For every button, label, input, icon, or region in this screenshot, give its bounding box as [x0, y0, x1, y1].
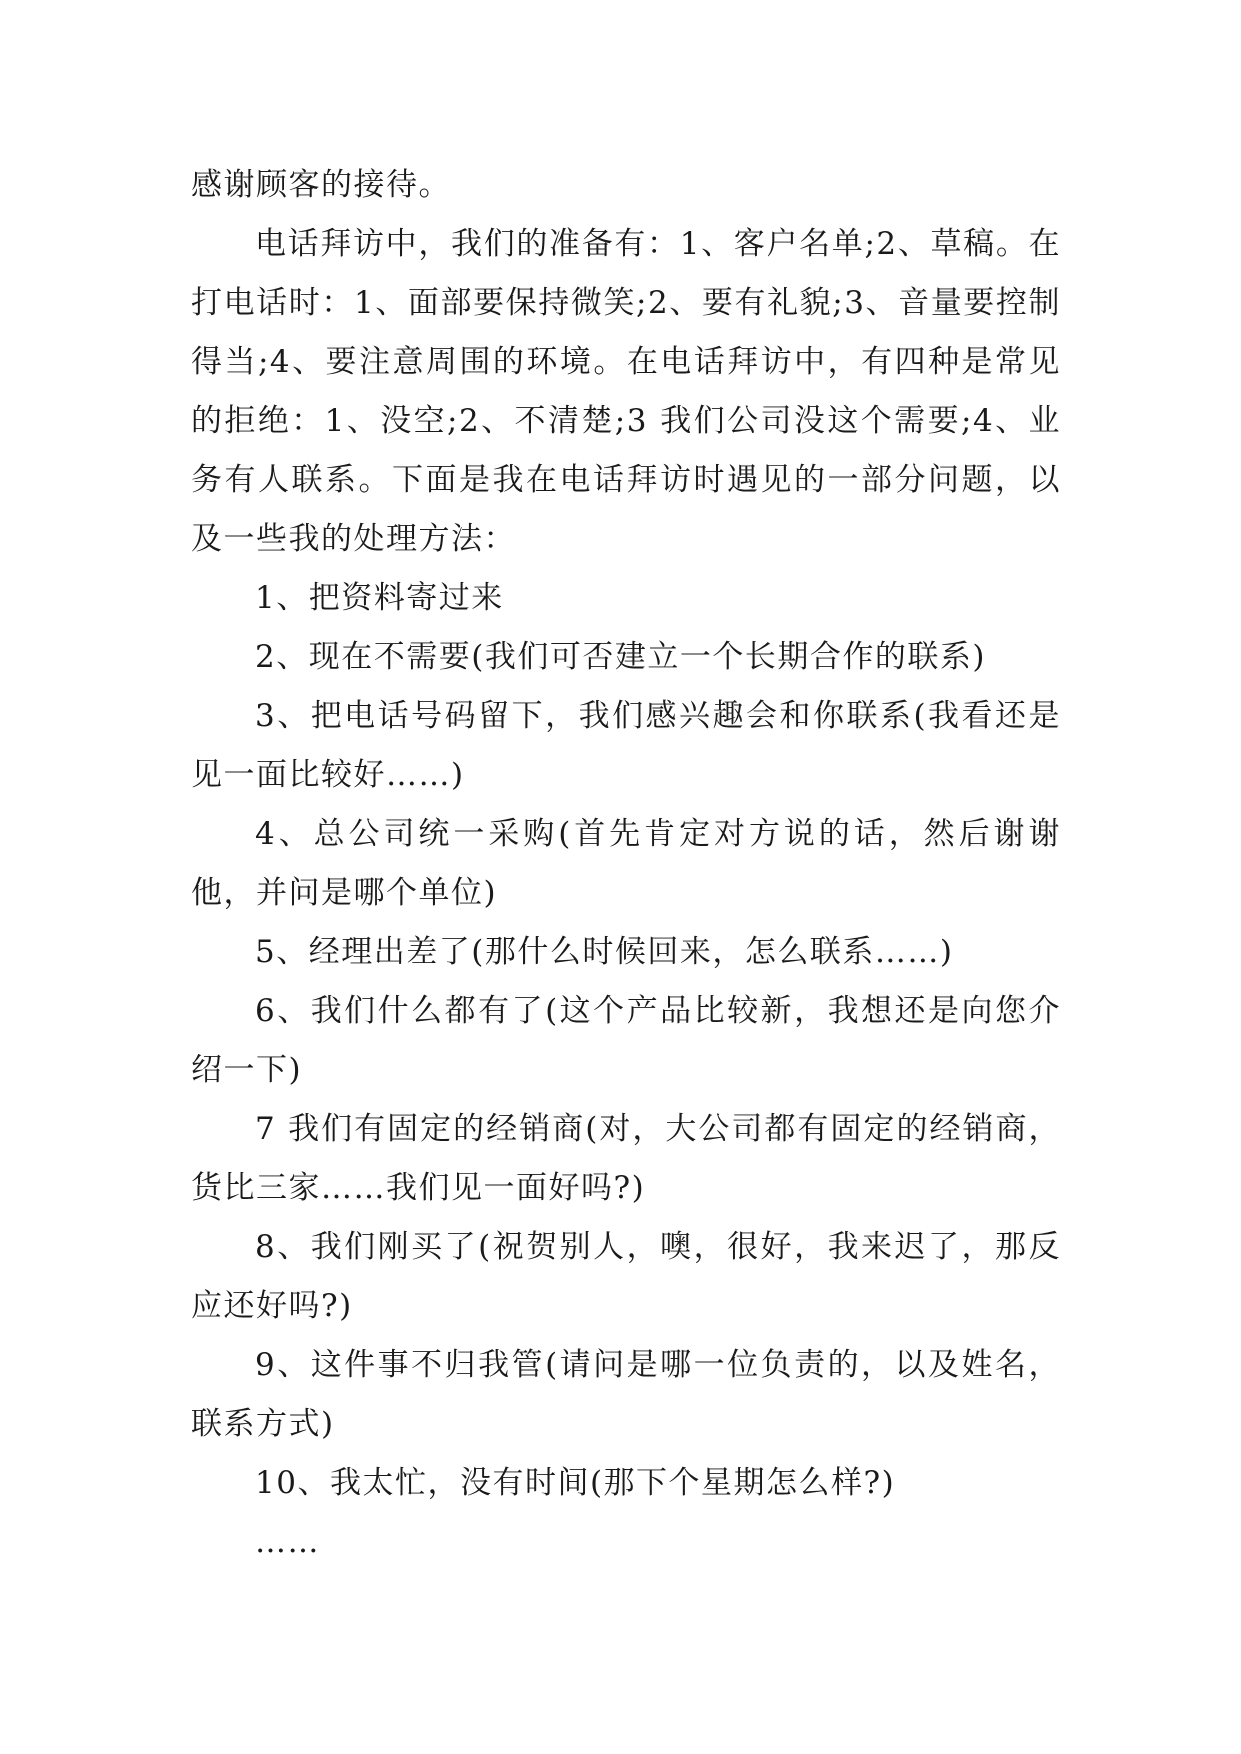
list-item-4: 4、总公司统一采购(首先肯定对方说的话，然后谢谢他，并问是哪个单位) [191, 816, 1061, 911]
list-item-2: 2、现在不需要(我们可否建立一个长期合作的联系) [255, 639, 986, 675]
list-item-10: 10、我太忙，没有时间(那下个星期怎么样?) [255, 1465, 896, 1501]
list-item-6: 6、我们什么都有了(这个产品比较新，我想还是向您介绍一下) [191, 993, 1061, 1088]
list-item-7: 7 我们有固定的经销商(对，大公司都有固定的经销商，货比三家……我们见一面好吗?) [191, 1111, 1061, 1206]
list-item-5: 5、经理出差了(那什么时候回来，怎么联系……) [255, 934, 954, 970]
ellipsis-line: …… [255, 1524, 320, 1560]
paragraph-thanks: 感谢顾客的接待。 [191, 167, 451, 203]
list-item-1: 1、把资料寄过来 [255, 580, 504, 616]
list-item-9: 9、这件事不归我管(请问是哪一位负责的，以及姓名，联系方式) [191, 1347, 1061, 1442]
list-item-3: 3、把电话号码留下，我们感兴趣会和你联系(我看还是见一面比较好……) [191, 698, 1061, 793]
paragraph-phone-visit-prep: 电话拜访中，我们的准备有：1、客户名单;2、草稿。在打电话时：1、面部要保持微笑;2、要有礼貌;3、音量要控制得当;4、要注意周围的环境。在电话拜访中，有四种是常见的拒绝：1、没空;2、不清楚;3 我们公司没这个需要;4、业务有人联系。下面是我在电话拜访时遇见的一部分问题，以及一些我的处理方法： [191, 226, 1061, 557]
document-body [191, 156, 1061, 1572]
list-item-8: 8、我们刚买了(祝贺别人，噢，很好，我来迟了，那反应还好吗?) [191, 1229, 1061, 1324]
